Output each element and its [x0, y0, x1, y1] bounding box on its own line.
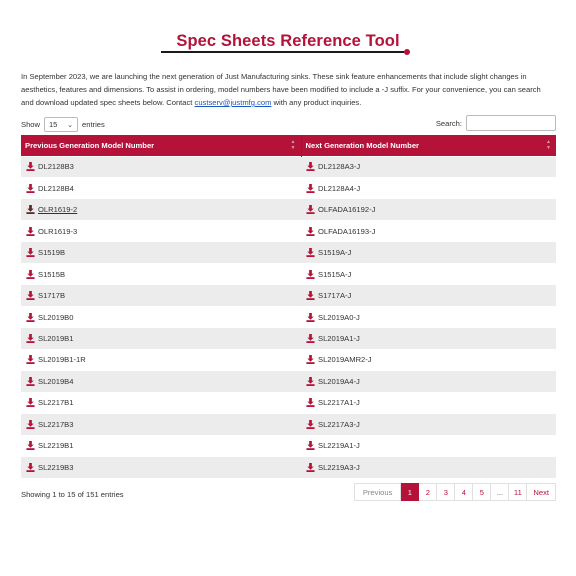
previous-page-button[interactable]: Previous — [354, 483, 402, 501]
next-model-cell — [301, 199, 556, 220]
model-number: SL2217A1-J — [318, 398, 360, 408]
table-row — [21, 177, 556, 198]
previous-model-cell — [21, 328, 301, 349]
next-model-cell — [301, 435, 556, 456]
table-row — [21, 435, 556, 456]
search-input[interactable] — [466, 115, 556, 131]
page-button-4[interactable]: 4 — [455, 483, 473, 501]
previous-model-cell — [21, 263, 301, 284]
table-info: Showing 1 to 15 of 151 entries — [21, 490, 124, 499]
model-number: OLR1619-2 — [38, 205, 78, 215]
download-icon — [26, 227, 35, 236]
download-icon — [306, 270, 315, 279]
intro-tail: with any product inquiries. — [271, 98, 362, 107]
table-row — [21, 414, 556, 435]
spec-sheet-download-link[interactable] — [26, 398, 301, 407]
next-model-cell — [301, 306, 556, 327]
table-row — [21, 306, 556, 327]
download-icon — [306, 291, 315, 300]
entries-select-value: 15 — [49, 120, 58, 129]
table-row — [21, 285, 556, 306]
table-header-row — [21, 135, 556, 156]
previous-model-cell — [21, 285, 301, 306]
pagination — [354, 483, 556, 501]
spec-sheet-download-link[interactable] — [306, 334, 556, 343]
next-model-cell — [301, 156, 556, 177]
model-number: S1519B — [38, 248, 66, 258]
model-number: S1515B — [38, 269, 66, 279]
model-number: S1717A-J — [318, 291, 352, 301]
download-icon — [26, 291, 35, 300]
table-row — [21, 156, 556, 177]
previous-model-cell — [21, 414, 301, 435]
download-icon — [26, 398, 35, 407]
intro-text: In September 2023, we are launching the next generation of Just Manufacturing sinks. These sink feature enhancements that include slight changes in aesthetics, features and dimensions. To assist in ordering, model numbers have been modified to include a -J suffix. For your convenience, you can search and download updated spec sheets below. Contact — [21, 72, 541, 107]
download-icon — [26, 270, 35, 279]
next-model-cell — [301, 285, 556, 306]
next-model-cell — [301, 392, 556, 413]
entries-length-control — [21, 117, 105, 132]
download-icon — [306, 398, 315, 407]
spec-sheet-download-link[interactable] — [306, 162, 556, 171]
spec-sheet-download-link[interactable] — [306, 184, 556, 193]
download-icon — [26, 355, 35, 364]
model-number: SL2019B4 — [38, 376, 74, 386]
download-icon — [306, 441, 315, 450]
sort-icon: ▲ ▼ — [546, 139, 551, 151]
spec-sheet-download-link[interactable] — [26, 162, 301, 171]
download-icon — [306, 205, 315, 214]
show-label: Show — [21, 120, 40, 129]
previous-model-cell — [21, 306, 301, 327]
chevron-down-icon: ⌄ — [67, 121, 73, 129]
download-icon — [306, 334, 315, 343]
download-icon — [26, 162, 35, 171]
title-underline — [161, 51, 404, 53]
model-number: SL2019AMR2-J — [318, 355, 372, 365]
previous-model-cell — [21, 349, 301, 370]
model-number: SL2217B3 — [38, 419, 74, 429]
page-button-11[interactable]: 11 — [509, 483, 527, 501]
spec-sheet-download-link[interactable] — [26, 334, 301, 343]
download-icon — [26, 377, 35, 386]
model-number: SL2219A3-J — [318, 463, 360, 473]
next-model-cell — [301, 242, 556, 263]
download-icon — [306, 463, 315, 472]
spec-sheet-download-link[interactable] — [26, 313, 301, 322]
model-number: SL2019A1-J — [318, 333, 360, 343]
next-model-cell — [301, 457, 556, 478]
pagination-ellipsis: ... — [491, 483, 509, 501]
model-number: SL2019A0-J — [318, 312, 360, 322]
next-model-cell — [301, 349, 556, 370]
next-model-cell — [301, 177, 556, 198]
spec-sheet-download-link[interactable] — [306, 313, 556, 322]
previous-model-cell — [21, 435, 301, 456]
spec-sheet-download-link[interactable] — [306, 377, 556, 386]
download-icon — [306, 227, 315, 236]
entries-label: entries — [82, 120, 105, 129]
previous-model-cell — [21, 392, 301, 413]
spec-sheet-download-link[interactable] — [306, 398, 556, 407]
model-number: SL2217B1 — [38, 398, 74, 408]
model-number: SL2219B3 — [38, 463, 74, 473]
model-number: SL2019A4-J — [318, 376, 360, 386]
search-label: Search: — [435, 118, 462, 128]
page-title-wrap — [0, 32, 576, 51]
table-controls — [21, 115, 556, 131]
download-icon — [26, 441, 35, 450]
previous-model-cell — [21, 199, 301, 220]
previous-model-cell — [21, 156, 301, 177]
previous-model-cell — [21, 242, 301, 263]
entries-select[interactable] — [44, 117, 78, 132]
spec-sheet-download-link[interactable] — [306, 227, 556, 236]
spec-sheet-download-link[interactable] — [306, 463, 556, 472]
previous-model-cell — [21, 371, 301, 392]
download-icon — [306, 184, 315, 193]
download-icon — [26, 248, 35, 257]
spec-sheet-download-link[interactable] — [26, 184, 301, 193]
header-label: Previous Generation Model Number — [25, 140, 155, 150]
previous-model-cell — [21, 220, 301, 241]
model-number: S1717B — [38, 291, 66, 301]
previous-model-cell — [21, 457, 301, 478]
table-row — [21, 371, 556, 392]
download-icon — [26, 184, 35, 193]
title-dot — [404, 49, 410, 55]
model-number: S1515A-J — [318, 269, 352, 279]
model-number: SL2019B1 — [38, 333, 74, 343]
page-button-2[interactable]: 2 — [419, 483, 437, 501]
download-icon — [26, 313, 35, 322]
page-button-1[interactable]: 1 — [401, 483, 419, 501]
model-number: OLFADA16192-J — [318, 205, 376, 215]
model-number: DL2128B3 — [38, 162, 74, 172]
header-previous-generation[interactable] — [21, 135, 301, 156]
spec-sheet-download-link[interactable] — [306, 420, 556, 429]
model-number: SL2219B1 — [38, 441, 74, 451]
table-row — [21, 199, 556, 220]
spec-sheet-download-link[interactable] — [306, 291, 556, 300]
spec-sheet-download-link[interactable] — [26, 377, 301, 386]
spec-sheet-download-link[interactable] — [26, 355, 301, 364]
table-row — [21, 263, 556, 284]
spec-sheet-download-link[interactable] — [306, 248, 556, 257]
download-icon — [306, 313, 315, 322]
next-model-cell — [301, 371, 556, 392]
spec-sheets-table — [21, 135, 556, 478]
previous-model-cell — [21, 177, 301, 198]
model-number: OLFADA16193-J — [318, 226, 376, 236]
header-next-generation[interactable] — [301, 135, 556, 156]
next-model-cell — [301, 414, 556, 435]
table-row — [21, 349, 556, 370]
spec-sheet-download-link[interactable] — [26, 248, 301, 257]
intro-paragraph — [21, 70, 555, 109]
download-icon — [306, 377, 315, 386]
next-model-cell — [301, 263, 556, 284]
page-title: Spec Sheets Reference Tool — [176, 32, 400, 50]
spec-sheet-download-link[interactable] — [306, 270, 556, 279]
download-icon — [26, 420, 35, 429]
spec-sheet-download-link[interactable] — [26, 463, 301, 472]
next-model-cell — [301, 328, 556, 349]
model-number: SL2019B0 — [38, 312, 74, 322]
contact-email-link[interactable]: custserv@justmfg.com — [194, 98, 272, 107]
spec-sheet-download-link[interactable] — [26, 227, 301, 236]
download-icon — [306, 248, 315, 257]
model-number: DL2128B4 — [38, 183, 74, 193]
model-number: DL2128A4-J — [318, 183, 361, 193]
next-model-cell — [301, 220, 556, 241]
download-icon — [306, 162, 315, 171]
spec-sheet-download-link[interactable] — [26, 291, 301, 300]
spec-sheet-download-link[interactable] — [26, 270, 301, 279]
spec-sheet-download-link[interactable] — [26, 420, 301, 429]
page-button-3[interactable]: 3 — [437, 483, 455, 501]
download-icon — [26, 334, 35, 343]
table-row — [21, 220, 556, 241]
spec-sheet-download-link[interactable] — [306, 355, 556, 364]
model-number: SL2219A1-J — [318, 441, 360, 451]
sort-icon: ▲ ▼ — [290, 139, 296, 151]
download-icon — [26, 463, 35, 472]
table-row — [21, 392, 556, 413]
table-row — [21, 457, 556, 478]
next-page-button[interactable]: Next — [527, 483, 556, 501]
table-row — [21, 328, 556, 349]
model-number: OLR1619-3 — [38, 226, 78, 236]
spec-sheet-download-link[interactable] — [26, 441, 301, 450]
page-button-5[interactable]: 5 — [473, 483, 491, 501]
download-icon — [306, 355, 315, 364]
header-label: Next Generation Model Number — [305, 140, 420, 150]
spec-sheet-download-link[interactable] — [26, 205, 301, 214]
download-icon — [26, 205, 35, 214]
model-number: DL2128A3-J — [318, 162, 361, 172]
table-row — [21, 242, 556, 263]
search-control — [436, 115, 556, 131]
model-number: SL2217A3-J — [318, 419, 360, 429]
spec-sheet-download-link[interactable] — [306, 205, 556, 214]
model-number: S1519A-J — [318, 248, 352, 258]
spec-sheet-download-link[interactable] — [306, 441, 556, 450]
model-number: SL2019B1-1R — [38, 355, 86, 365]
download-icon — [306, 420, 315, 429]
